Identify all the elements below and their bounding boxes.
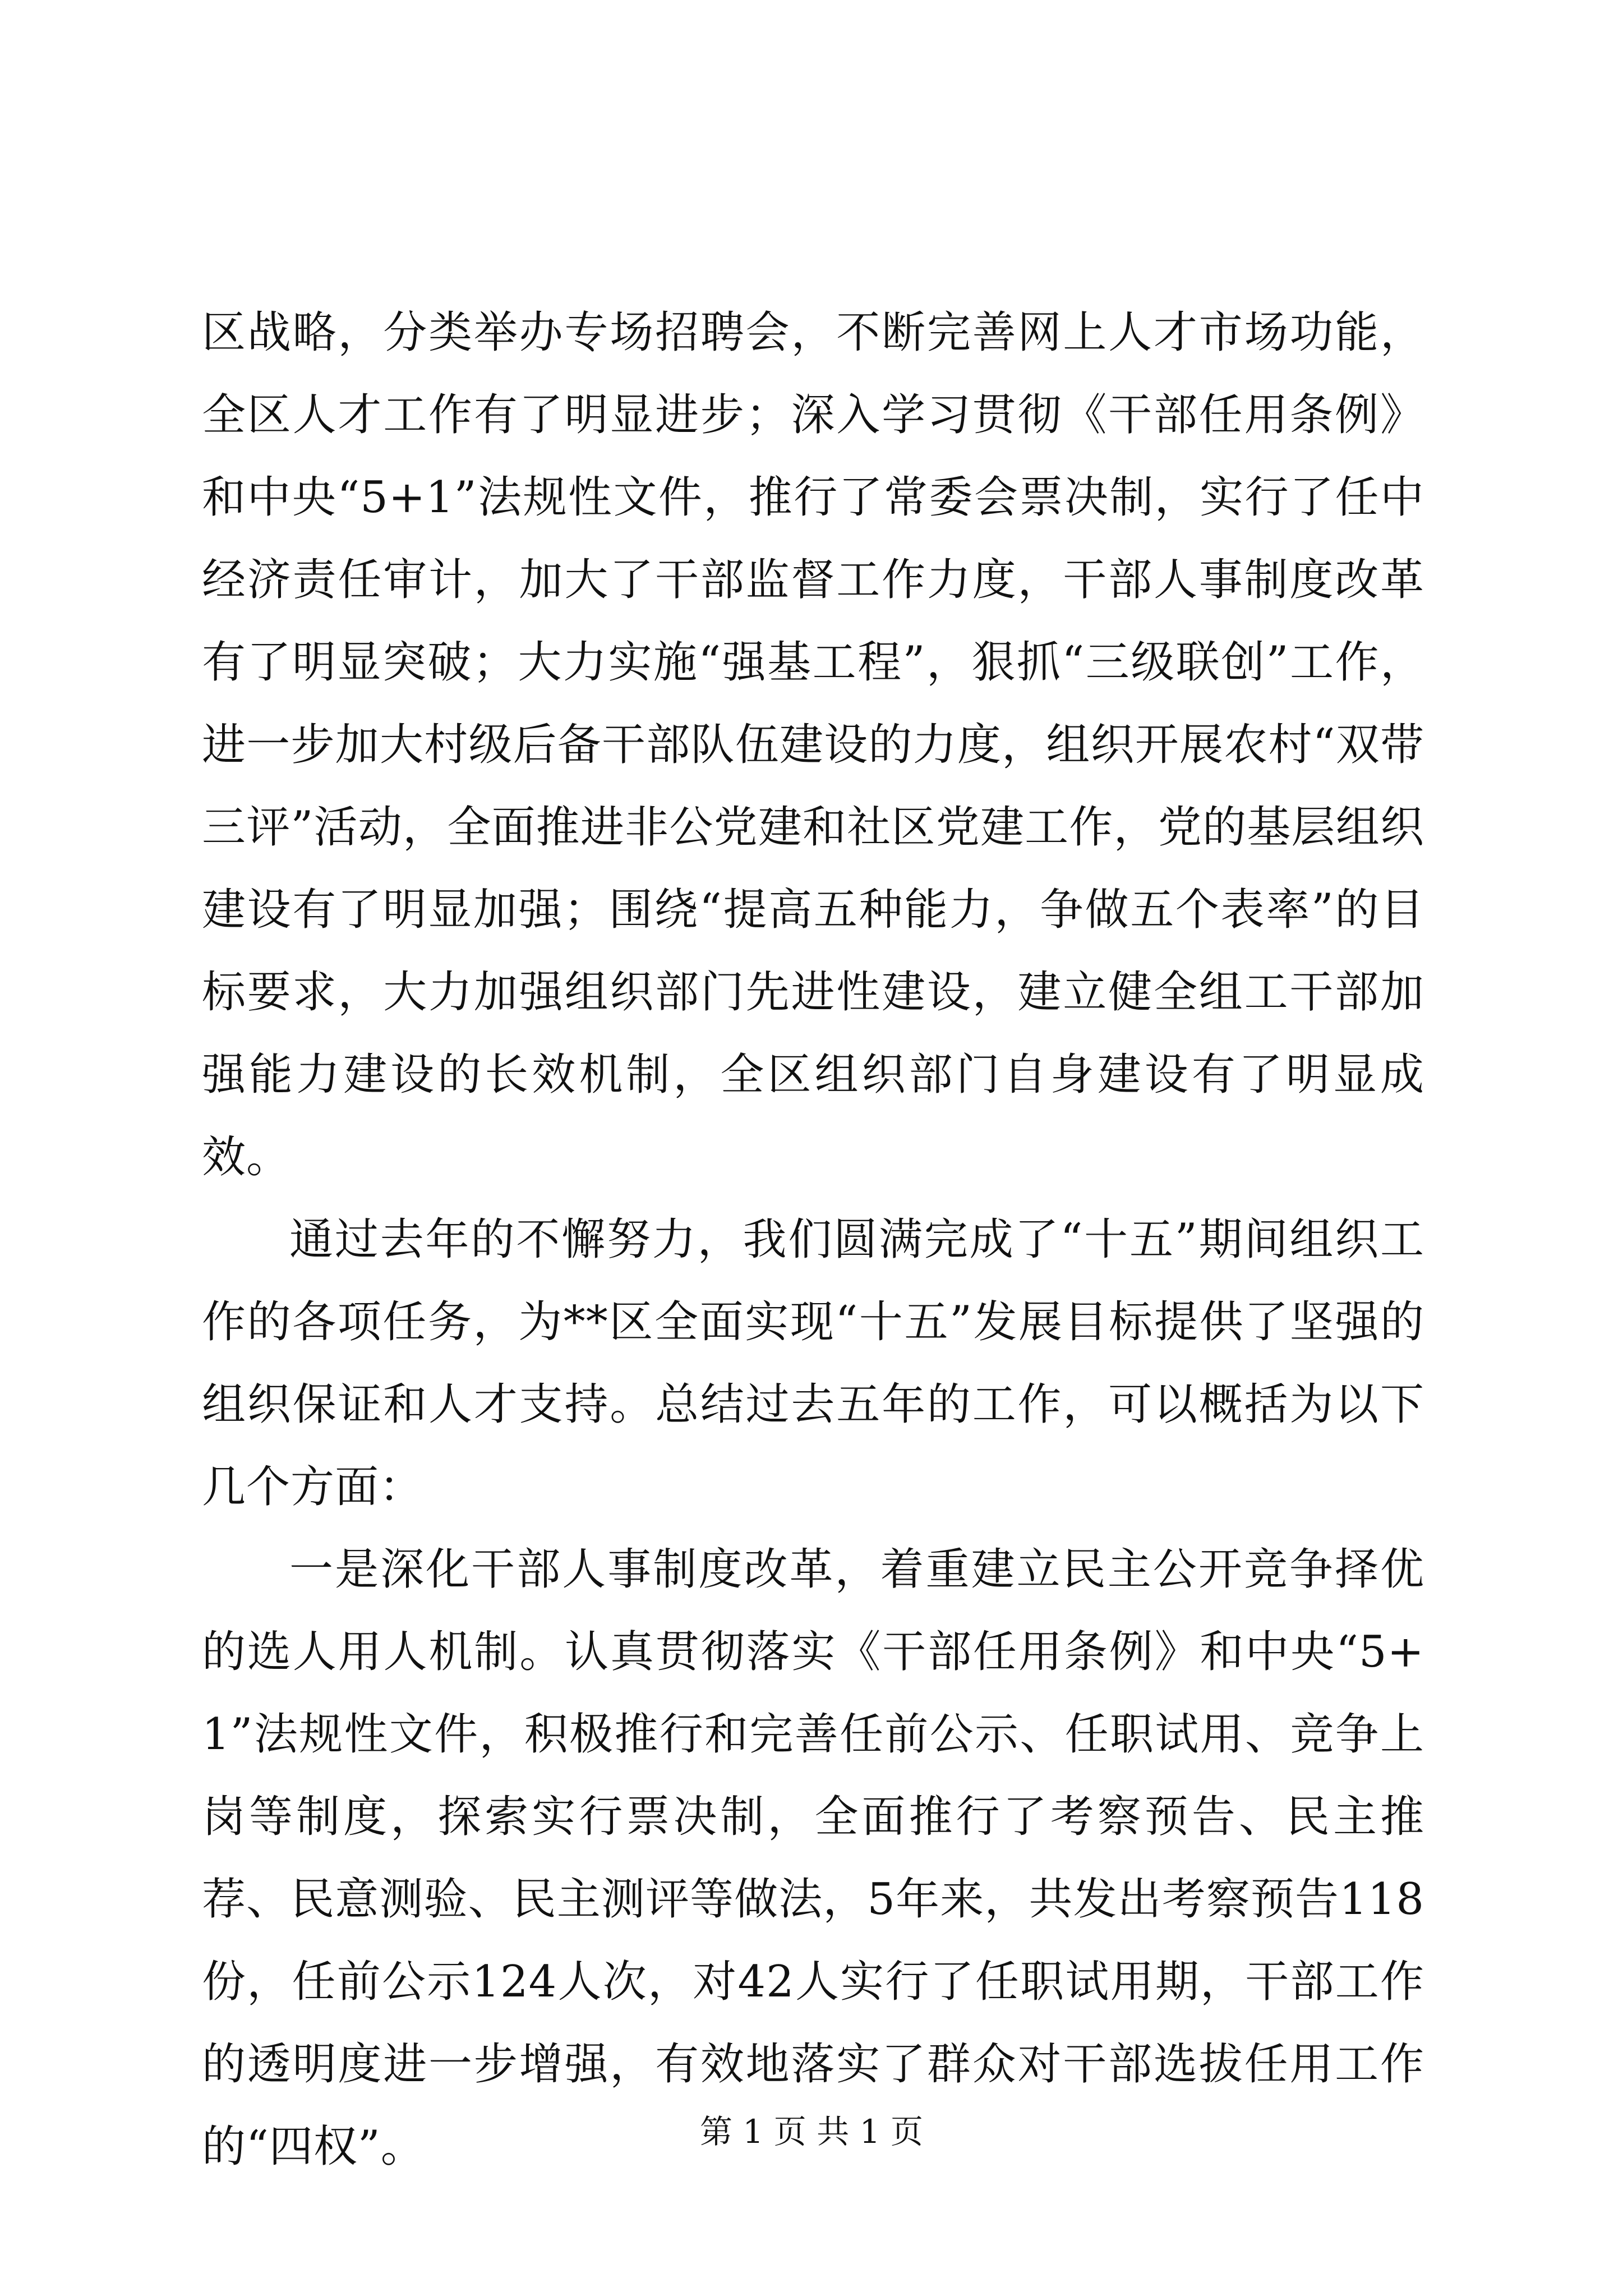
paragraph-point-one: 一是深化干部人事制度改革，着重建立民主公开竞争择优的选人用人机制。认真贯彻落实《干部任用条例》和中央“5+1”法规性文件，积极推行和完善任前公示、任职试用、竞争上岗等制度，探索实行票决制，全面推行了考察预告、民主推荐、民意测验、民主测评等做法，5年来，共发出考察预告118份，任前公示124人次，对42人实行了任职试用期，干部工作的透明度进一步增强，有效地落实了群众对干部选拔任用工作的“四权”。 xyxy=(202,1544,1424,2172)
document-body xyxy=(202,292,1424,2188)
paragraph-summary: 通过去年的不懈努力，我们圆满完成了“十五”期间组织工作的各项任务，为**区全面实现“十五”发展目标提供了坚强的组织保证和人才支持。总结过去五年的工作，可以概括为以下几个方面： xyxy=(202,1214,1424,1512)
paragraph-continuation: 区战略，分类举办专场招聘会，不断完善网上人才市场功能，全区人才工作有了明显进步；深入学习贯彻《干部任用条例》和中央“5+1”法规性文件，推行了常委会票决制，实行了任中经济责任审计，加大了干部监督工作力度，干部人事制度改革有了明显突破；大力实施“强基工程”，狠抓“三级联创”工作，进一步加大村级后备干部队伍建设的力度，组织开展农村“双带三评”活动，全面推进非公党建和社区党建工作，党的基层组织建设有了明显加强；围绕“提高五种能力，争做五个表率”的目标要求，大力加强组织部门先进性建设，建立健全组工干部加强能力建设的长效机制，全区组织部门自身建设有了明显成效。 xyxy=(202,307,1424,1182)
page-footer: 第 1 页 共 1 页 xyxy=(700,2113,923,2151)
